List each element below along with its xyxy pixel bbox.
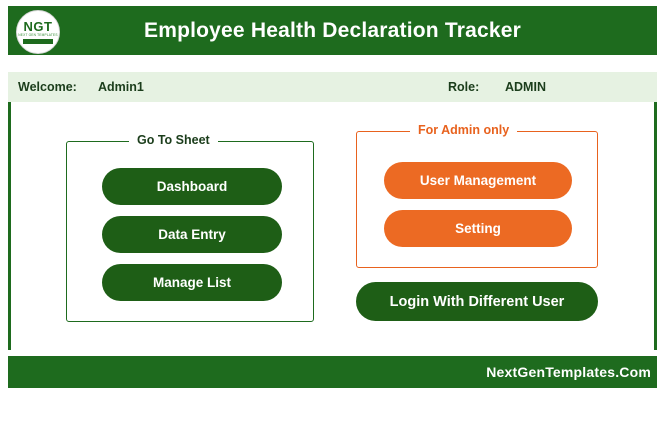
app-footer <box>8 356 657 388</box>
data-entry-button[interactable]: Data Entry <box>102 216 282 253</box>
logo-mark-text: NGT <box>23 19 53 34</box>
group-for-admin-only <box>356 123 598 268</box>
welcome-label: Welcome: <box>18 80 77 94</box>
group-go-to-sheet <box>66 133 314 322</box>
group-for-admin-only-legend: For Admin only <box>410 123 517 137</box>
role-label: Role: <box>448 80 480 94</box>
company-logo-icon <box>16 10 60 54</box>
setting-button[interactable]: Setting <box>384 210 572 247</box>
logo-sub-text: NEXT GEN TEMPLATES <box>18 33 58 37</box>
page-title: Employee Health Declaration Tracker <box>144 18 521 42</box>
role-value: ADMIN <box>505 80 546 94</box>
group-go-to-sheet-legend: Go To Sheet <box>129 133 218 147</box>
app-header <box>8 6 657 55</box>
logo-bar-shape <box>23 39 53 44</box>
footer-brand-text: NextGenTemplates.Com <box>486 364 651 380</box>
dashboard-button[interactable]: Dashboard <box>102 168 282 205</box>
manage-list-button[interactable]: Manage List <box>102 264 282 301</box>
main-content <box>8 102 657 350</box>
login-with-different-user-button[interactable]: Login With Different User <box>356 282 598 321</box>
welcome-bar <box>8 72 657 102</box>
welcome-user-value: Admin1 <box>98 80 144 94</box>
user-management-button[interactable]: User Management <box>384 162 572 199</box>
